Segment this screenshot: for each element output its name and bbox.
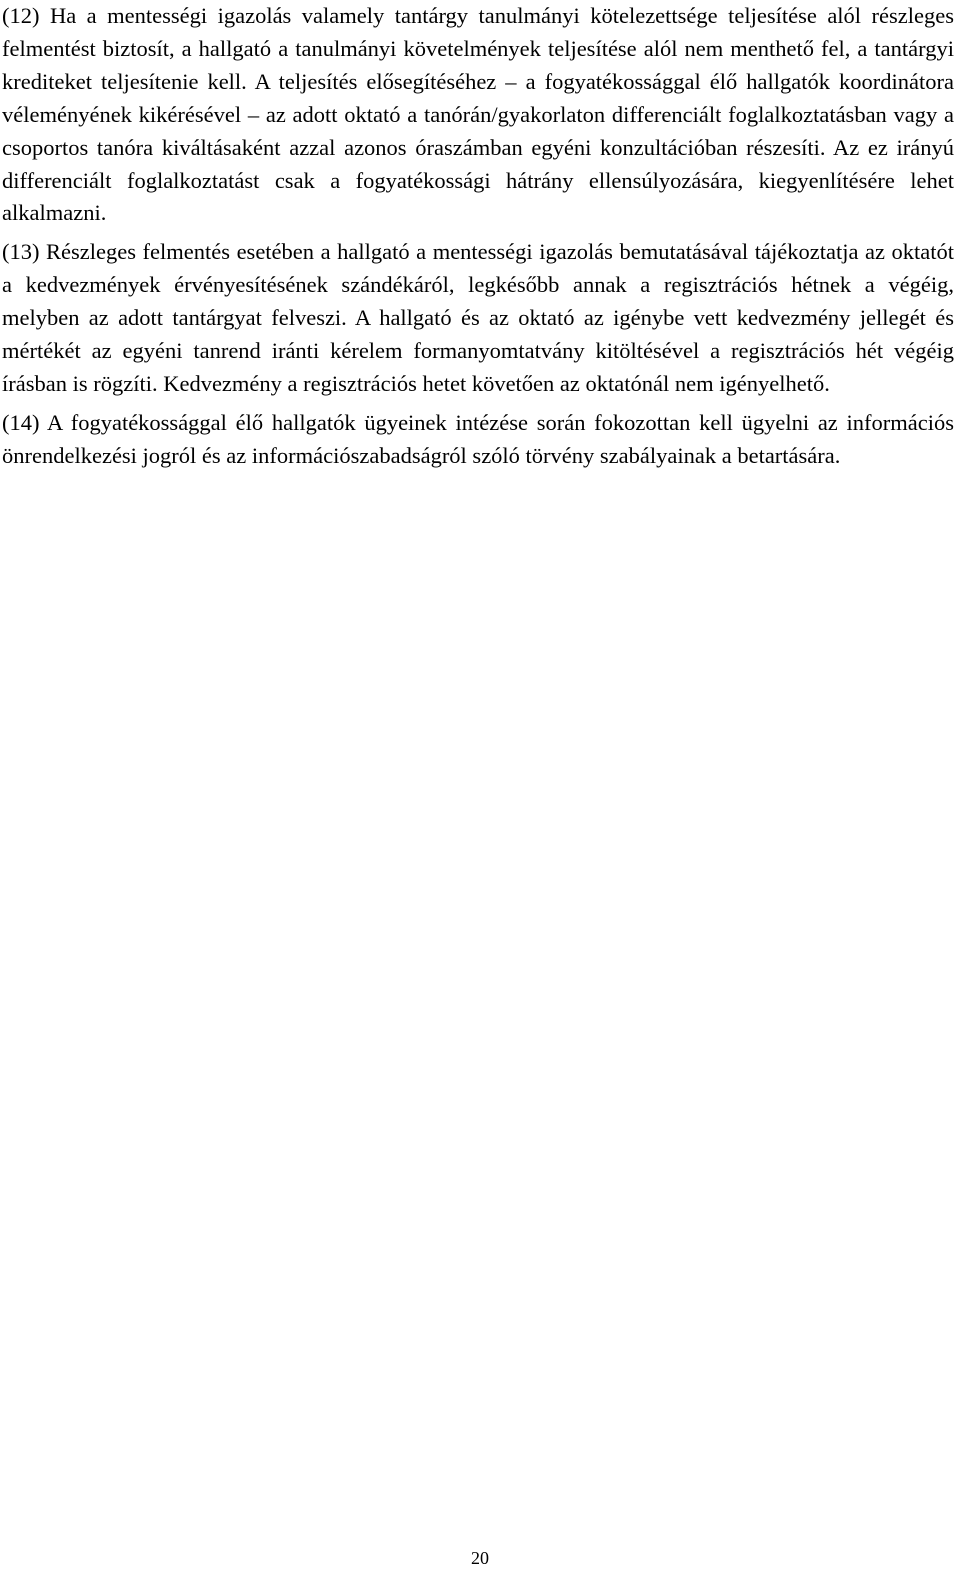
document-body: [2, 0, 954, 473]
page-number: 20: [471, 1548, 489, 1568]
paragraph-14: (14) A fogyatékossággal élő hallgatók ügyeinek intézése során fokozottan kell ügyelni az információs önrendelkezési jogról és az információszabadságról szóló törvény szabályainak a betartására.: [2, 409, 954, 468]
paragraph-13: (13) Részleges felmentés esetében a hallgató a mentességi igazolás bemutatásával tájékoztatja az oktatót a kedvezmények érvényesítésének szándékáról, legkésőbb annak a regisztrációs hétnek a végéig, melyben az adott tantárgyat felveszi. A hallgató és az oktató az igénybe vett kedvezmény jellegét és mértékét az egyéni tanrend iránti kérelem formanyomtatvány kitöltésével a regisztrációs hét végéig írásban is rögzíti. Kedvezmény a regisztrációs hetet követően az oktatónál nem igényelhető.: [2, 239, 954, 396]
paragraph-12: (12) Ha a mentességi igazolás valamely tantárgy tanulmányi kötelezettsége teljesítése alól részleges felmentést biztosít, a hallgató a tanulmányi követelmények teljesítése alól nem menthető fel, a tantárgyi krediteket teljesítenie kell. A teljesítés elősegítéséhez – a fogyatékossággal élő hallgatók koordinátora véleményének kikérésével – az adott oktató a tanórán/gyakorlaton differenciált foglalkoztatásban vagy a csoportos tanóra kiváltásaként azzal azonos óraszámban egyéni konzultációban részesíti. Az ez irányú differenciált foglalkoztatást csak a fogyatékossági hátrány ellensúlyozására, kiegyenlítésére lehet alkalmazni.: [2, 3, 954, 226]
